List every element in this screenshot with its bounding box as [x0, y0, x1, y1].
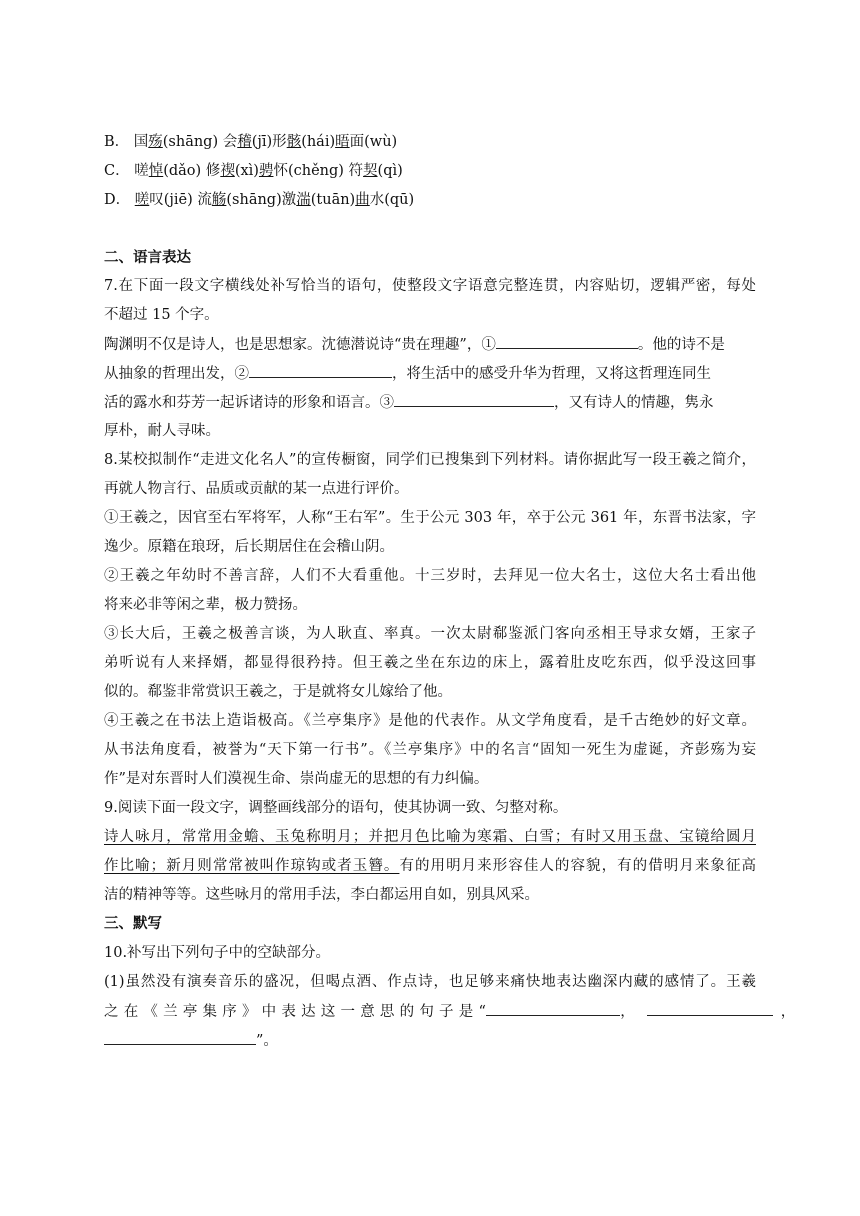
material-3-cont: 似的。郗鉴非常赏识王羲之，于是就将女儿嫁给了他。	[104, 684, 452, 700]
question-7-passage: 厚朴，耐人寻味。	[104, 423, 220, 439]
material-3: ③长大后，王羲之极善言谈，为人耿直、率真。一次太尉郗鉴派门客向丞相王导求女婿，王家子	[104, 626, 756, 642]
answer-blank-3[interactable]	[394, 392, 554, 407]
question-8-stem: 8.某校拟制作“走进文化名人”的宣传橱窗，同学们已搜集到下列材料。请你据此写一段王羲之简介，	[104, 452, 756, 468]
option-b	[104, 132, 756, 152]
answer-blank-6[interactable]	[104, 1030, 256, 1045]
question-9-passage: 洁的精神等等。这些咏月的常用手法，李白都运用自如，别具风采。	[104, 887, 539, 903]
material-3-cont: 弟听说有人来择婿，都显得很矜持。但王羲之坐在东边的床上，露着肚皮吃东西，似乎没这回事	[104, 655, 756, 671]
material-2-cont: 将来必非等闲之辈，极力赞扬。	[104, 597, 307, 613]
material-4-cont: 从书法角度看，被誉为“天下第一行书”。《兰亭集序》中的名言“固知一死生为虚诞，齐彭殇为妄	[104, 742, 756, 758]
section-heading: 三、默写	[104, 915, 162, 932]
question-8-stem-cont: 再就人物言行、品质或贡献的某一点进行评价。	[104, 481, 409, 497]
question-7-passage: 从抽象的哲理出发，② ，将生活中的感受升华为哲理，又将这哲理连同生	[104, 363, 756, 384]
material-4-cont: 作”是对东晋时人们漠视生命、崇尚虚无的思想的有力纠偏。	[104, 771, 489, 787]
option-text: 嗟悼(dǎo) 修禊(xì)骋怀(chěng) 符契(qì)	[134, 163, 403, 179]
answer-blank-4[interactable]	[486, 1001, 620, 1016]
option-label: D．	[104, 192, 131, 208]
option-label: C．	[104, 163, 130, 179]
material-2: ②王羲之年幼时不善言辞，人们不大看重他。十三岁时，去拜见一位大名士，这位大名士看出他	[104, 568, 756, 584]
question-7-stem-cont: 不超过 15 个字。	[104, 307, 219, 323]
underlined-passage: 诗人咏月，常常用金蟾、玉兔称明月；并把月色比喻为寒霜、白雪；有时又用玉盘、宝镜给圆月	[104, 829, 756, 845]
option-text: 嗟叹(jiē) 流觞(shāng)激湍(tuān)曲水(qū)	[134, 192, 415, 208]
material-1-cont: 逸少。原籍在琅玡，后长期居住在会稽山阴。	[104, 539, 394, 555]
question-7-passage: 陶渊明不仅是诗人，也是思想家。沈德潜说诗“贵在理趣”，① 。他的诗不是	[104, 334, 756, 355]
answer-blank-2[interactable]	[249, 363, 392, 378]
question-9-passage: 作比喻；新月则常常被叫作琼钩或者玉簪。有的用明月来形容佳人的容貌，有的借明月来象征高	[104, 858, 757, 874]
option-label: B．	[104, 134, 130, 150]
question-9-stem: 9.阅读下面一段文字，调整画线部分的语句，使其协调一致、匀整对称。	[104, 800, 568, 816]
answer-blank-1[interactable]	[496, 334, 638, 349]
material-4: ④王羲之在书法上造诣极高。《兰亭集序》是他的代表作。从文学角度看，是千古绝妙的好文章。	[104, 713, 756, 729]
underlined-passage: 作比喻；新月则常常被叫作琼钩或者玉簪。	[104, 858, 400, 874]
question-7-passage: 活的露水和芬芳一起诉诸诗的形象和语言。③ ，又有诗人的情趣，隽永	[104, 392, 756, 413]
material-1: ①王羲之，因官至右军将军，人称“王右军”。生于公元 303 年，卒于公元 361 年，东晋书法家，字	[104, 510, 756, 526]
option-text: 国殇(shāng) 会稽(jī)形骸(hái)晤面(wù)	[133, 134, 398, 150]
answer-blank-5[interactable]	[647, 1001, 773, 1016]
question-7-stem: 7.在下面一段文字横线处补写恰当的语句，使整段文字语意完整连贯，内容贴切，逻辑严密，每处	[104, 278, 756, 294]
question-10-item-1-cont: 之 在 《 兰 亭 集 序 》 中 表 达 这 一 意 思 的 句 子 是 “ ， ，	[104, 1001, 756, 1022]
question-10-item-1-cont: ”。	[104, 1030, 756, 1051]
question-10-item-1: (1)虽然没有演奏音乐的盛况，但喝点酒、作点诗，也足够来痛快地表达幽深内藏的感情了。王羲	[104, 974, 756, 990]
question-10-stem: 10.补写出下列句子中的空缺部分。	[104, 945, 331, 961]
option-d	[104, 190, 756, 210]
section-heading: 二、语言表达	[104, 249, 191, 266]
option-c	[104, 161, 756, 181]
